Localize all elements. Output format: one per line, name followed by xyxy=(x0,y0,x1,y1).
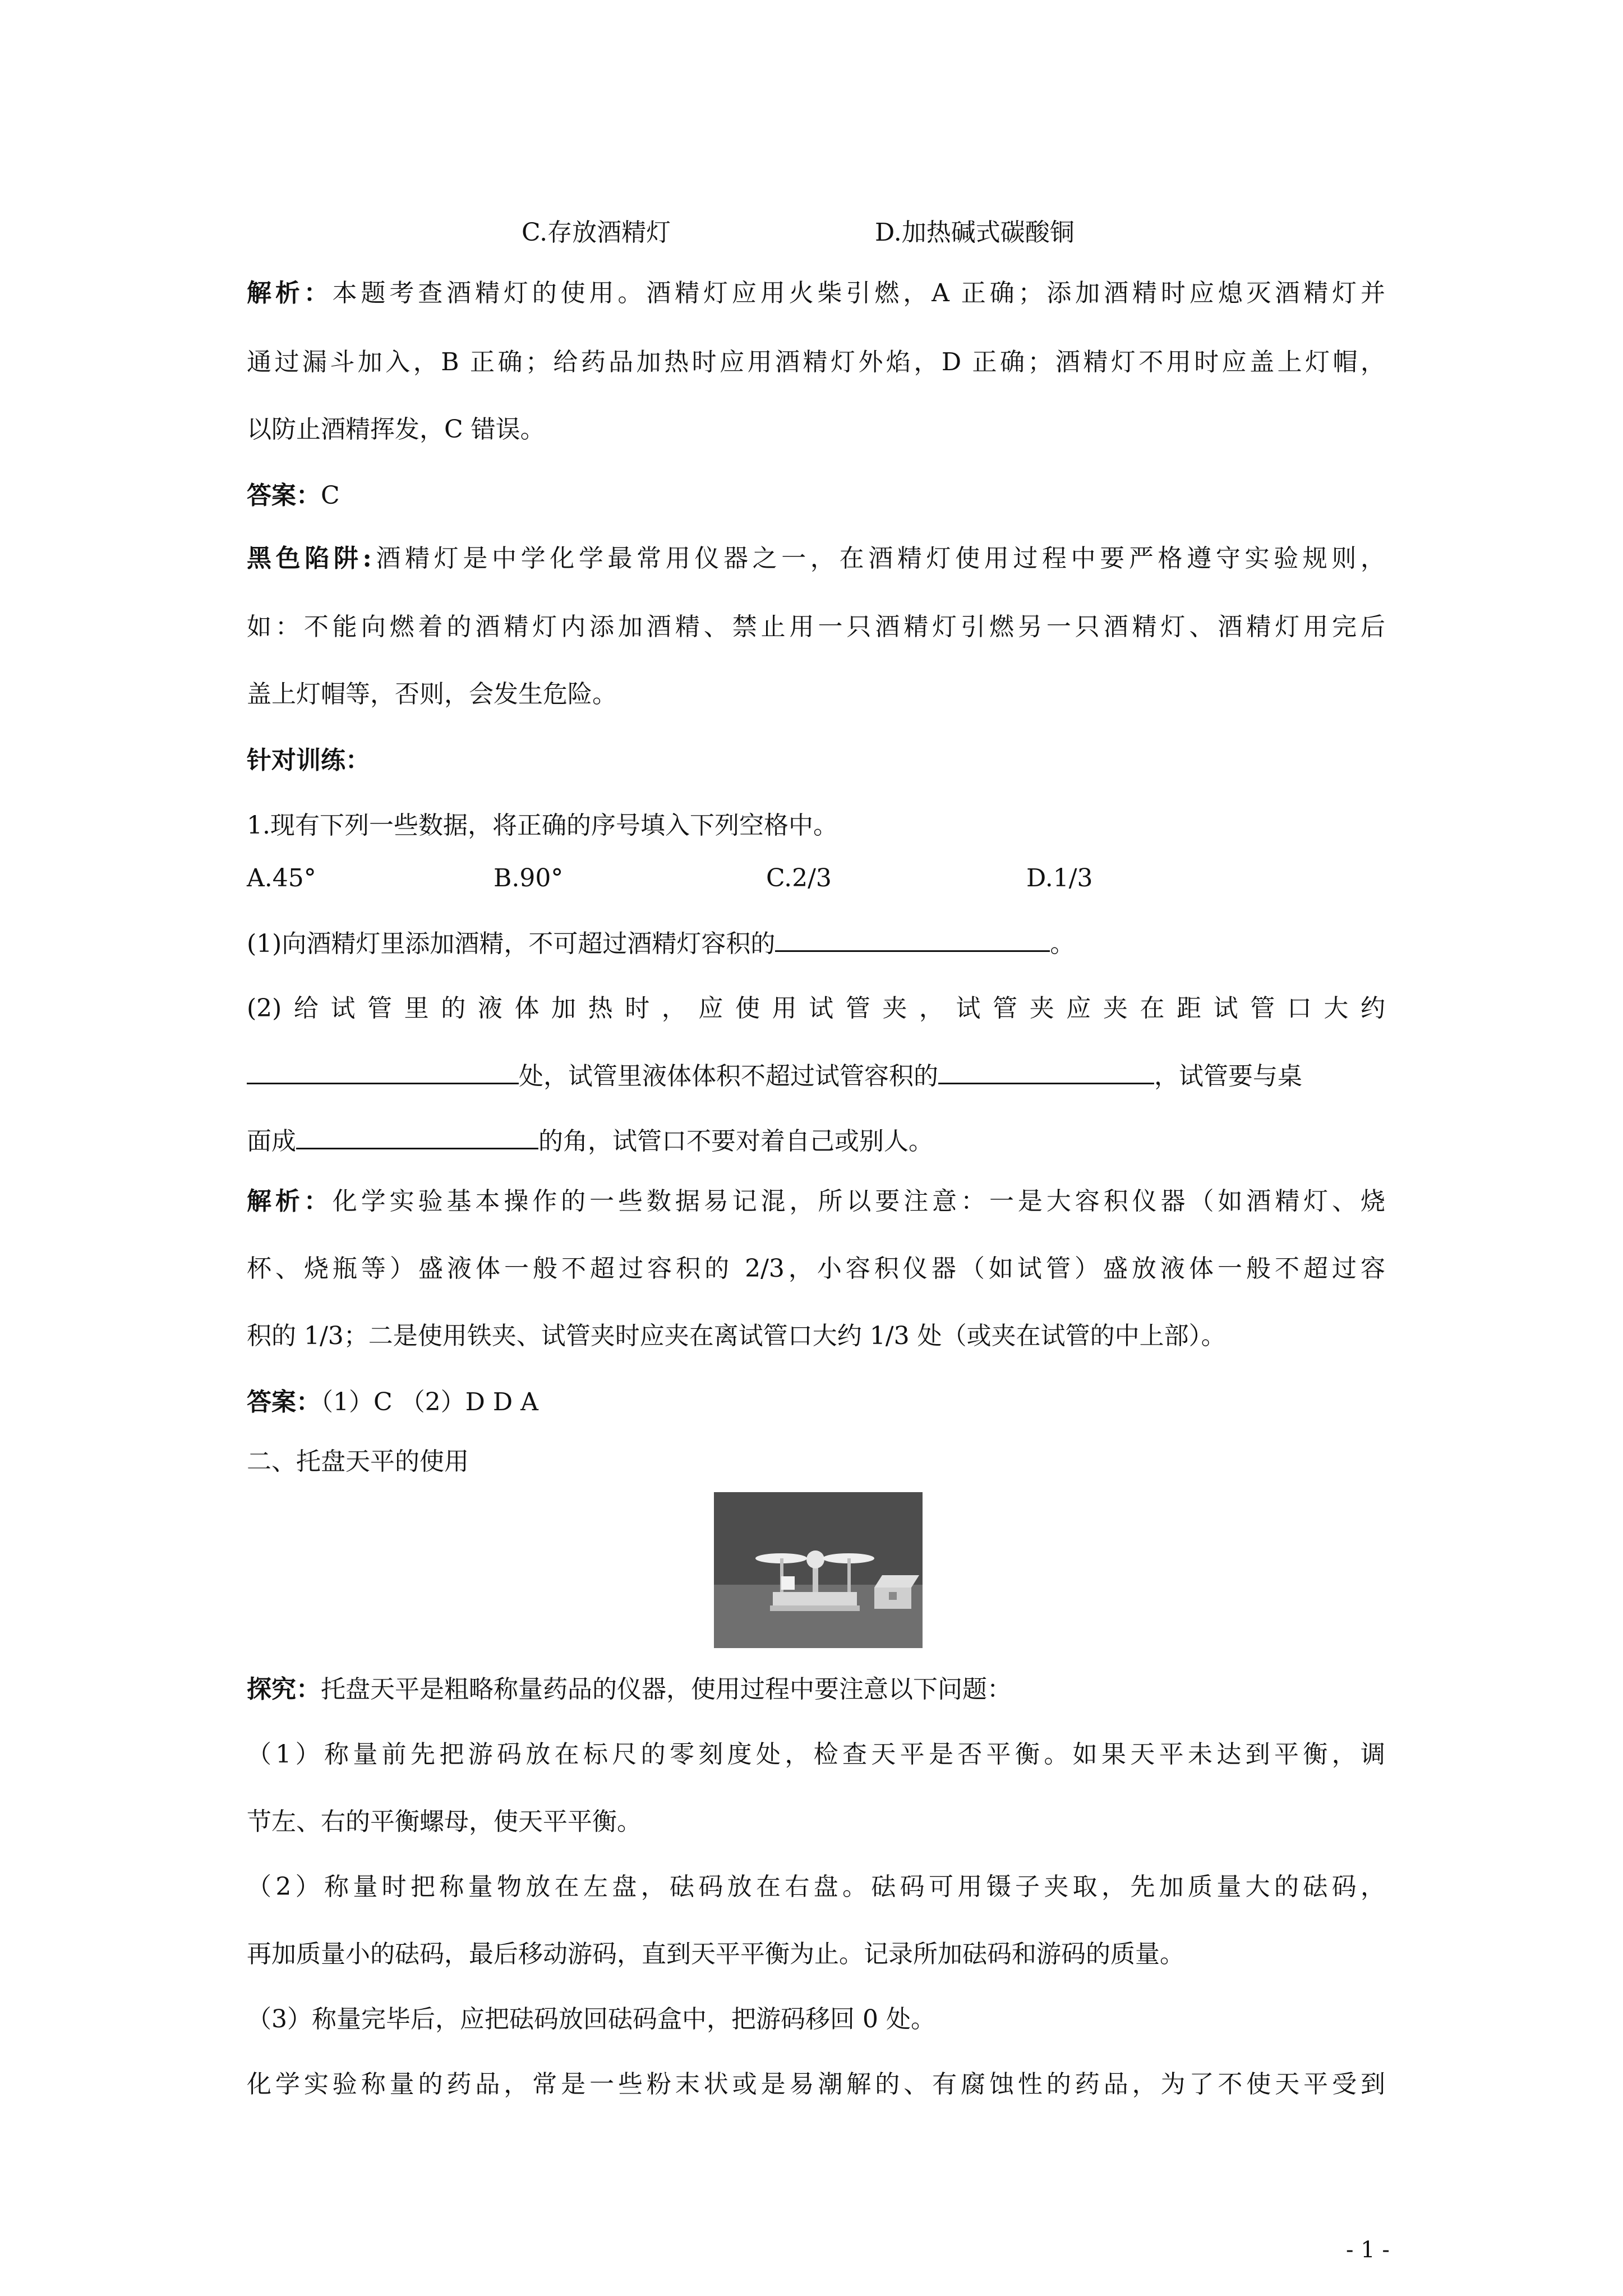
analysis-1-line-2: 通过漏斗加入，B 正确；给药品加热时应用酒精灯外焰，D 正确；酒精灯不用时应盖上灯帽， xyxy=(247,348,1385,376)
training-heading: 针对训练： xyxy=(247,746,370,775)
analysis-label: 解析： xyxy=(247,1187,333,1216)
answer-label: 答案： xyxy=(247,481,321,510)
choice-a: A.45° xyxy=(247,864,316,892)
trap-label: 黑色陷阱: xyxy=(247,544,372,573)
question-1: 1.现有下列一些数据，将正确的序号填入下列空格中。 xyxy=(247,811,838,840)
explore-step-2-line-1: （2）称量时把称量物放在左盘，砝码放在右盘。砝码可用镊子夹取，先加质量大的砝码， xyxy=(247,1872,1385,1901)
explore-step-2-line-2: 再加质量小的砝码，最后移动游码，直到天平平衡为止。记录所加砝码和游码的质量。 xyxy=(247,1940,1184,1968)
choice-c: C.2/3 xyxy=(766,864,832,892)
option-c: C.存放酒精灯 xyxy=(522,218,671,247)
analysis-1-line-1: 解析：本题考查酒精灯的使用。酒精灯应用火柴引燃，A 正确；添加酒精时应熄灭酒精灯并 xyxy=(247,279,1386,307)
choice-b: B.90° xyxy=(494,864,564,892)
section-heading: 二、托盘天平的使用 xyxy=(247,1447,469,1476)
balance-illustration xyxy=(714,1492,923,1648)
explore-step-1-line-1: （1）称量前先把游码放在标尺的零刻度处，检查天平是否平衡。如果天平未达到平衡，调 xyxy=(247,1740,1385,1769)
analysis-2-line-2: 杯、烧瓶等）盛液体一般不超过容积的 2/3，小容积仪器（如试管）盛放液体一般不超过容 xyxy=(247,1254,1385,1283)
answer-2: 答案：（1）C （2）D D A xyxy=(247,1388,538,1416)
answer-blank-2[interactable] xyxy=(247,1058,519,1084)
sub-question-2-line-1: (2)给试管里的液体加热时，应使用试管夹，试管夹应夹在距试管口大约 xyxy=(247,994,1385,1023)
page-number: - 1 - xyxy=(1346,2237,1390,2263)
explore-label: 探究： xyxy=(247,1675,321,1704)
analysis-label: 解析： xyxy=(247,279,333,307)
answer-blank-4[interactable] xyxy=(296,1123,538,1149)
trap-line-1: 黑色陷阱:酒精灯是中学化学最常用仪器之一，在酒精灯使用过程中要严格遵守实验规则， xyxy=(247,544,1385,573)
answer-blank-3[interactable] xyxy=(938,1058,1154,1084)
analysis-1-line-3: 以防止酒精挥发，C 错误。 xyxy=(247,415,545,444)
sub-question-2-line-2: 处，试管里液体体积不超过试管容积的 ，试管要与桌 xyxy=(247,1058,1385,1092)
analysis-2-line-3: 积的 1/3；二是使用铁夹、试管夹时应夹在离试管口大约 1/3 处（或夹在试管的中上部）。 xyxy=(247,1322,1226,1350)
trap-line-3: 盖上灯帽等，否则，会发生危险。 xyxy=(247,680,617,708)
answer-1: 答案：C xyxy=(247,481,340,510)
option-d: D.加热碱式碳酸铜 xyxy=(875,218,1075,247)
choice-d: D.1/3 xyxy=(1026,864,1093,892)
explore-step-3: （3）称量完毕后，应把砝码放回砝码盒中，把游码移回 0 处。 xyxy=(247,2005,935,2033)
answer-label: 答案： xyxy=(247,1388,321,1416)
trap-line-2: 如：不能向燃着的酒精灯内添加酒精、禁止用一只酒精灯引燃另一只酒精灯、酒精灯用完后 xyxy=(247,613,1385,641)
explore-line-1: 探究：托盘天平是粗略称量药品的仪器，使用过程中要注意以下问题： xyxy=(247,1675,1012,1704)
analysis-2-line-1: 解析：化学实验基本操作的一些数据易记混，所以要注意：一是大容积仪器（如酒精灯、烧 xyxy=(247,1187,1386,1216)
explore-last-line: 化学实验称量的药品，常是一些粉末状或是易潮解的、有腐蚀性的药品，为了不使天平受到 xyxy=(247,2070,1385,2099)
explore-step-1-line-2: 节左、右的平衡螺母，使天平平衡。 xyxy=(247,1807,642,1836)
sub-question-1: (1)向酒精灯里添加酒精，不可超过酒精灯容积的 。 xyxy=(247,926,1385,960)
balance-photo xyxy=(714,1492,923,1648)
answer-blank-1[interactable] xyxy=(775,926,1050,952)
sub-question-2-line-3: 面成 的角，试管口不要对着自己或别人。 xyxy=(247,1123,1385,1157)
